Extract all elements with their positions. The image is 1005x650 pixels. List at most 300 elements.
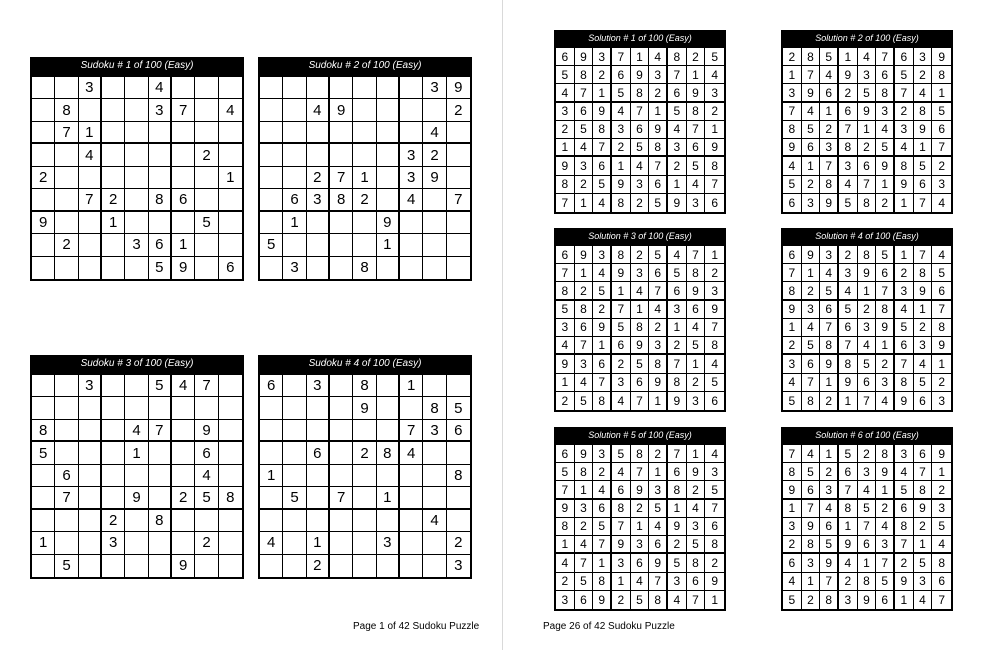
- grid-cell: 1: [668, 500, 687, 518]
- grid-cell: 8: [55, 99, 78, 121]
- grid-cell: 1: [895, 194, 914, 212]
- grid-cell: 8: [612, 500, 631, 518]
- grid-cell: 5: [149, 257, 172, 279]
- grid-cell: 5: [820, 536, 839, 554]
- grid-cell: [102, 77, 125, 99]
- puzzle-title: Sudoku # 1 of 100 (Easy): [30, 57, 244, 75]
- grid-cell: 8: [575, 301, 594, 319]
- grid-cell: 6: [556, 246, 575, 264]
- grid-cell: 1: [79, 122, 102, 144]
- grid-cell: [55, 257, 78, 279]
- grid-cell: 3: [895, 121, 914, 139]
- grid-cell: 3: [802, 554, 821, 572]
- grid-cell: 1: [932, 355, 951, 373]
- grid-cell: 3: [876, 374, 895, 392]
- grid-cell: 8: [820, 337, 839, 355]
- grid-cell: 5: [839, 194, 858, 212]
- grid-cell: 7: [79, 189, 102, 211]
- grid-cell: [149, 442, 172, 464]
- grid-cell: 7: [820, 157, 839, 175]
- grid-cell: 5: [195, 487, 218, 509]
- grid-cell: 4: [783, 157, 802, 175]
- grid-cell: [219, 189, 242, 211]
- grid-cell: 9: [575, 246, 594, 264]
- grid-cell: [79, 234, 102, 256]
- grid-cell: 5: [687, 157, 706, 175]
- grid-cell: 9: [820, 355, 839, 373]
- grid-cell: 5: [260, 234, 283, 256]
- grid-cell: 9: [612, 176, 631, 194]
- grid-cell: 5: [631, 139, 650, 157]
- grid-cell: [102, 122, 125, 144]
- grid-cell: 5: [687, 337, 706, 355]
- grid-cell: 4: [556, 84, 575, 102]
- grid-cell: 4: [914, 84, 933, 102]
- grid-cell: 3: [668, 301, 687, 319]
- grid-cell: [353, 420, 376, 442]
- grid-cell: [283, 77, 306, 99]
- grid-cell: [79, 442, 102, 464]
- grid-cell: 6: [149, 234, 172, 256]
- grid-cell: [172, 465, 195, 487]
- grid-cell: [400, 212, 423, 234]
- grid-cell: 7: [593, 374, 612, 392]
- grid-cell: 8: [783, 282, 802, 300]
- grid-cell: [447, 167, 470, 189]
- grid-cell: [330, 212, 353, 234]
- grid-cell: [149, 397, 172, 419]
- grid-cell: 1: [377, 234, 400, 256]
- grid-cell: [55, 397, 78, 419]
- grid-cell: [32, 234, 55, 256]
- grid-cell: [32, 487, 55, 509]
- grid-cell: 9: [447, 77, 470, 99]
- grid-cell: 6: [593, 157, 612, 175]
- grid-cell: [283, 144, 306, 166]
- grid-cell: 4: [932, 536, 951, 554]
- grid-cell: 1: [895, 591, 914, 609]
- grid-cell: 1: [612, 157, 631, 175]
- grid-cell: 5: [556, 66, 575, 84]
- grid-cell: 1: [102, 212, 125, 234]
- grid-cell: 2: [895, 554, 914, 572]
- grid-cell: 6: [914, 392, 933, 410]
- grid-cell: 1: [649, 103, 668, 121]
- grid-cell: 6: [783, 554, 802, 572]
- grid-cell: 9: [876, 157, 895, 175]
- grid-cell: 2: [447, 99, 470, 121]
- grid-cell: 5: [668, 103, 687, 121]
- grid-cell: [283, 510, 306, 532]
- grid-cell: 5: [705, 481, 724, 499]
- grid-cell: [377, 77, 400, 99]
- grid-cell: [260, 555, 283, 577]
- grid-cell: 3: [400, 167, 423, 189]
- grid-cell: 1: [802, 264, 821, 282]
- grid-cell: 7: [895, 536, 914, 554]
- grid-cell: 1: [353, 167, 376, 189]
- grid-cell: [353, 144, 376, 166]
- grid-cell: 6: [876, 591, 895, 609]
- grid-cell: 7: [876, 48, 895, 66]
- grid-cell: 3: [876, 536, 895, 554]
- grid-cell: 7: [858, 176, 877, 194]
- grid-cell: 2: [307, 555, 330, 577]
- grid-cell: 8: [687, 554, 706, 572]
- grid-cell: [307, 234, 330, 256]
- grid-cell: 6: [783, 246, 802, 264]
- grid-cell: 7: [914, 194, 933, 212]
- grid-cell: 4: [612, 463, 631, 481]
- puzzle-title: Sudoku # 4 of 100 (Easy): [258, 355, 472, 373]
- grid-cell: [55, 442, 78, 464]
- grid-cell: 2: [705, 103, 724, 121]
- grid-cell: [307, 212, 330, 234]
- grid-cell: 6: [858, 536, 877, 554]
- grid-cell: 9: [932, 48, 951, 66]
- grid-cell: 6: [631, 374, 650, 392]
- grid-cell: [330, 122, 353, 144]
- grid-cell: [195, 555, 218, 577]
- grid-cell: 6: [612, 481, 631, 499]
- grid-cell: 1: [839, 518, 858, 536]
- grid-cell: 7: [631, 392, 650, 410]
- grid-cell: 3: [668, 139, 687, 157]
- grid-cell: 3: [938, 393, 945, 408]
- grid-cell: 2: [687, 481, 706, 499]
- grid-cell: 2: [631, 246, 650, 264]
- grid-cell: 6: [687, 139, 706, 157]
- grid-cell: 4: [895, 463, 914, 481]
- grid-cell: [447, 212, 470, 234]
- grid-cell: [219, 77, 242, 99]
- grid-cell: 4: [687, 176, 706, 194]
- grid-cell: 8: [556, 176, 575, 194]
- grid-cell: 2: [802, 591, 821, 609]
- grid-cell: 2: [447, 532, 470, 554]
- grid-cell: 5: [858, 84, 877, 102]
- grid-cell: 8: [876, 84, 895, 102]
- grid-cell: 2: [858, 301, 877, 319]
- grid-cell: 8: [631, 319, 650, 337]
- grid-cell: 5: [649, 194, 668, 212]
- puzzle-grid: [30, 373, 244, 579]
- grid-cell: 1: [575, 194, 594, 212]
- grid-cell: [195, 99, 218, 121]
- grid-cell: 4: [400, 189, 423, 211]
- grid-cell: 2: [556, 121, 575, 139]
- puzzle-grid: [258, 75, 472, 281]
- grid-cell: [423, 487, 446, 509]
- grid-cell: 3: [612, 554, 631, 572]
- grid-cell: 9: [914, 121, 933, 139]
- grid-cell: 8: [876, 445, 895, 463]
- grid-cell: 7: [649, 157, 668, 175]
- grid-cell: 4: [423, 122, 446, 144]
- solution-title: Solution # 2 of 100 (Easy): [781, 30, 953, 46]
- grid-cell: 5: [668, 554, 687, 572]
- solution-grid: [781, 244, 953, 412]
- grid-cell: [307, 77, 330, 99]
- grid-cell: 5: [914, 157, 933, 175]
- grid-cell: 7: [593, 139, 612, 157]
- grid-cell: [79, 465, 102, 487]
- grid-cell: 6: [876, 66, 895, 84]
- grid-cell: 9: [802, 518, 821, 536]
- grid-cell: 7: [556, 481, 575, 499]
- grid-cell: 3: [932, 176, 951, 194]
- grid-cell: [79, 420, 102, 442]
- grid-cell: 7: [705, 319, 724, 337]
- grid-cell: [32, 99, 55, 121]
- grid-cell: [32, 122, 55, 144]
- grid-cell: 2: [820, 392, 839, 410]
- grid-cell: 7: [895, 355, 914, 373]
- grid-cell: [260, 257, 283, 279]
- grid-cell: 3: [400, 144, 423, 166]
- grid-cell: 5: [631, 591, 650, 609]
- grid-cell: 3: [802, 301, 821, 319]
- grid-cell: 1: [839, 48, 858, 66]
- grid-cell: [79, 532, 102, 554]
- grid-cell: [353, 122, 376, 144]
- grid-cell: 7: [575, 84, 594, 102]
- sudoku-solution-3: [554, 228, 726, 412]
- grid-cell: 6: [447, 420, 470, 442]
- grid-cell: 9: [858, 591, 877, 609]
- grid-cell: 4: [858, 481, 877, 499]
- grid-cell: 8: [858, 194, 877, 212]
- grid-cell: 5: [556, 463, 575, 481]
- grid-cell: 9: [649, 554, 668, 572]
- grid-cell: 2: [820, 463, 839, 481]
- grid-cell: 7: [631, 103, 650, 121]
- grid-cell: 9: [195, 420, 218, 442]
- grid-cell: [377, 420, 400, 442]
- grid-cell: [125, 510, 148, 532]
- grid-cell: [377, 257, 400, 279]
- grid-cell: [219, 144, 242, 166]
- grid-cell: 4: [783, 374, 802, 392]
- grid-cell: [172, 532, 195, 554]
- grid-cell: [79, 212, 102, 234]
- grid-cell: 4: [839, 176, 858, 194]
- grid-cell: 7: [820, 319, 839, 337]
- grid-cell: 6: [649, 264, 668, 282]
- grid-cell: 9: [668, 518, 687, 536]
- sudoku-solution-4: [781, 228, 953, 412]
- grid-cell: 7: [172, 99, 195, 121]
- page-footer: Page 1 of 42 Sudoku Puzzle: [353, 621, 480, 632]
- grid-cell: [149, 212, 172, 234]
- grid-cell: [55, 532, 78, 554]
- grid-cell: [400, 257, 423, 279]
- grid-cell: 8: [783, 463, 802, 481]
- grid-cell: [219, 555, 242, 577]
- solution-title: Solution # 1 of 100 (Easy): [554, 30, 726, 46]
- grid-cell: [447, 144, 470, 166]
- sudoku-solution-5: [554, 427, 726, 611]
- grid-cell: 3: [631, 264, 650, 282]
- solution-grid: [781, 443, 953, 611]
- grid-cell: 1: [593, 337, 612, 355]
- grid-cell: 2: [932, 481, 951, 499]
- grid-cell: 4: [783, 573, 802, 591]
- grid-cell: 1: [687, 66, 706, 84]
- grid-cell: 8: [687, 103, 706, 121]
- grid-cell: [330, 144, 353, 166]
- grid-cell: 2: [353, 189, 376, 211]
- grid-cell: 2: [102, 189, 125, 211]
- grid-cell: 3: [307, 189, 330, 211]
- grid-cell: 2: [612, 591, 631, 609]
- grid-cell: 4: [705, 66, 724, 84]
- grid-cell: [195, 510, 218, 532]
- grid-cell: [353, 510, 376, 532]
- grid-cell: 8: [914, 264, 933, 282]
- grid-cell: [219, 212, 242, 234]
- grid-cell: [79, 510, 102, 532]
- grid-cell: 7: [687, 121, 706, 139]
- grid-cell: 1: [172, 234, 195, 256]
- grid-cell: 8: [895, 518, 914, 536]
- grid-cell: [32, 375, 55, 397]
- grid-cell: 4: [895, 301, 914, 319]
- grid-cell: [307, 487, 330, 509]
- grid-cell: 4: [631, 282, 650, 300]
- grid-cell: 7: [705, 500, 724, 518]
- grid-cell: 3: [631, 176, 650, 194]
- grid-cell: [400, 465, 423, 487]
- grid-cell: [79, 99, 102, 121]
- grid-cell: 8: [556, 518, 575, 536]
- grid-cell: 2: [687, 48, 706, 66]
- grid-cell: [172, 144, 195, 166]
- grid-cell: 1: [631, 301, 650, 319]
- grid-cell: [330, 234, 353, 256]
- grid-cell: 8: [802, 48, 821, 66]
- grid-cell: 5: [802, 463, 821, 481]
- grid-cell: 2: [593, 66, 612, 84]
- grid-cell: 7: [631, 463, 650, 481]
- grid-cell: 5: [820, 282, 839, 300]
- grid-cell: 8: [149, 510, 172, 532]
- grid-cell: 6: [820, 518, 839, 536]
- grid-cell: [172, 122, 195, 144]
- grid-cell: 9: [575, 445, 594, 463]
- grid-cell: 9: [330, 99, 353, 121]
- grid-cell: 6: [283, 189, 306, 211]
- grid-cell: 4: [575, 374, 594, 392]
- grid-cell: 6: [575, 319, 594, 337]
- grid-cell: 8: [649, 591, 668, 609]
- puzzle-grid: [30, 75, 244, 281]
- grid-cell: 8: [631, 84, 650, 102]
- grid-cell: 1: [575, 481, 594, 499]
- grid-cell: [423, 99, 446, 121]
- grid-cell: 2: [783, 337, 802, 355]
- grid-cell: 3: [556, 319, 575, 337]
- page-footer: Page 26 of 42 Sudoku Puzzle: [543, 621, 675, 632]
- grid-cell: 6: [839, 103, 858, 121]
- grid-cell: 2: [914, 518, 933, 536]
- grid-cell: [400, 99, 423, 121]
- grid-cell: [172, 442, 195, 464]
- grid-cell: 1: [556, 374, 575, 392]
- grid-cell: [32, 510, 55, 532]
- grid-cell: [260, 487, 283, 509]
- grid-cell: 3: [914, 337, 933, 355]
- grid-cell: 3: [705, 463, 724, 481]
- grid-cell: 8: [649, 355, 668, 373]
- grid-cell: [447, 257, 470, 279]
- grid-cell: 3: [575, 157, 594, 175]
- grid-cell: 2: [876, 500, 895, 518]
- grid-cell: [283, 375, 306, 397]
- grid-cell: 2: [839, 246, 858, 264]
- grid-cell: [447, 487, 470, 509]
- grid-cell: 3: [876, 103, 895, 121]
- grid-cell: 4: [668, 121, 687, 139]
- grid-cell: 7: [556, 264, 575, 282]
- grid-cell: 3: [820, 246, 839, 264]
- grid-cell: 4: [195, 465, 218, 487]
- grid-cell: [330, 420, 353, 442]
- grid-cell: 5: [820, 48, 839, 66]
- grid-cell: 5: [876, 139, 895, 157]
- grid-cell: 2: [102, 510, 125, 532]
- grid-cell: 3: [556, 103, 575, 121]
- grid-cell: 5: [195, 212, 218, 234]
- grid-cell: [149, 555, 172, 577]
- grid-cell: 7: [802, 500, 821, 518]
- grid-cell: 9: [932, 337, 951, 355]
- grid-cell: [125, 532, 148, 554]
- grid-cell: 3: [802, 194, 821, 212]
- grid-cell: [195, 122, 218, 144]
- grid-cell: 3: [668, 573, 687, 591]
- grid-cell: 5: [705, 374, 724, 392]
- grid-cell: 9: [876, 463, 895, 481]
- grid-cell: [283, 234, 306, 256]
- grid-cell: 9: [895, 176, 914, 194]
- grid-cell: 2: [932, 157, 951, 175]
- grid-cell: [353, 99, 376, 121]
- grid-cell: [125, 555, 148, 577]
- grid-cell: 9: [802, 84, 821, 102]
- grid-cell: 8: [593, 121, 612, 139]
- grid-cell: 2: [55, 234, 78, 256]
- grid-cell: [219, 532, 242, 554]
- grid-cell: 3: [649, 66, 668, 84]
- grid-cell: 5: [783, 176, 802, 194]
- grid-cell: 1: [876, 337, 895, 355]
- grid-cell: 8: [668, 481, 687, 499]
- grid-cell: 6: [195, 442, 218, 464]
- grid-cell: [330, 375, 353, 397]
- grid-cell: 5: [575, 121, 594, 139]
- grid-cell: 6: [226, 259, 235, 277]
- grid-cell: 1: [802, 157, 821, 175]
- grid-cell: [195, 189, 218, 211]
- grid-cell: 6: [649, 176, 668, 194]
- grid-cell: [377, 122, 400, 144]
- grid-cell: [102, 420, 125, 442]
- grid-cell: [377, 465, 400, 487]
- grid-cell: [79, 555, 102, 577]
- grid-cell: 7: [149, 420, 172, 442]
- grid-cell: 2: [423, 144, 446, 166]
